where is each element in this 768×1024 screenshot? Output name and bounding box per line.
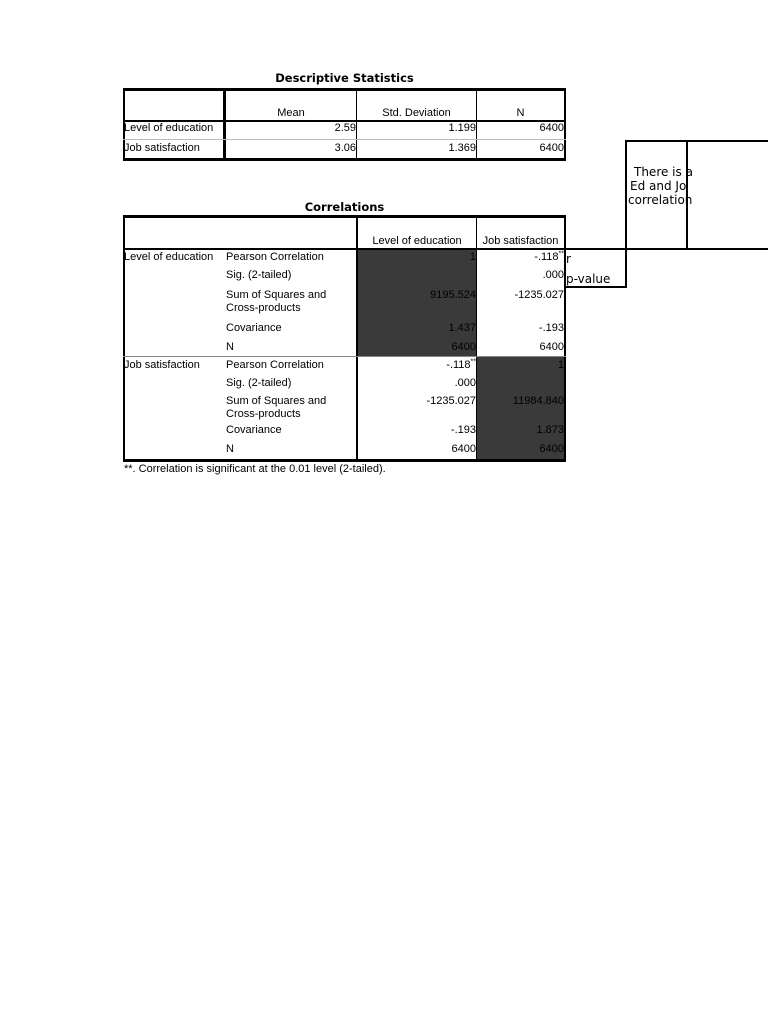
corr-value: 9195.524 <box>430 289 476 301</box>
corr-value: 11984.840 <box>512 395 564 407</box>
corr-value: -.193 <box>450 424 476 436</box>
corr-stat-label: Covariance <box>226 424 282 436</box>
desc-row-mean: 3.06 <box>334 142 356 154</box>
callout-text: There is a <box>634 165 693 179</box>
sig-marker: ** <box>558 250 564 258</box>
callout-text: Ed and Jo <box>630 179 687 193</box>
corr-group-label: Job satisfaction <box>124 359 200 371</box>
corr-value: .000 <box>542 269 564 281</box>
corr-stat-label: Pearson Correlation <box>226 359 324 371</box>
corr-value: -.193 <box>538 322 564 334</box>
corr-value: 6400 <box>451 341 476 353</box>
desc-row-sd: 1.199 <box>448 122 476 134</box>
desc-row-sd: 1.369 <box>448 142 476 154</box>
corr-stat-label: Sum of Squares and <box>226 289 327 301</box>
desc-row-label: Level of education <box>124 122 214 134</box>
corr-value: -1235.027 <box>514 289 564 301</box>
corr-stat-label: Sig. (2-tailed) <box>226 269 292 281</box>
corr-group-label: Level of education <box>124 251 214 263</box>
corr-stat-label: Cross-products <box>226 302 301 314</box>
correlations-title: Correlations <box>304 200 385 214</box>
desc-row-n: 6400 <box>539 122 564 134</box>
corr-value: 1.873 <box>536 424 564 436</box>
sig-marker: ** <box>470 358 476 366</box>
desc-header-sd: Std. Deviation <box>382 107 451 119</box>
corr-value: 6400 <box>539 341 564 353</box>
corr-stat-label: Pearson Correlation <box>226 251 324 263</box>
r-annotation: r <box>566 252 571 266</box>
corr-value: -.118** <box>534 250 564 263</box>
corr-header-col2: Job satisfaction <box>482 235 559 247</box>
desc-row-label: Job satisfaction <box>124 142 200 154</box>
corr-value: -.118** <box>446 358 476 371</box>
corr-stat-label: N <box>226 443 234 455</box>
corr-value: -1235.027 <box>426 395 476 407</box>
footnote: **. Correlation is significant at the 0.01 level (2-tailed). <box>124 463 386 475</box>
corr-stat-label: Covariance <box>226 322 282 334</box>
corr-header-col1: Level of education <box>372 235 462 247</box>
corr-stat-label: Cross-products <box>226 408 301 420</box>
corr-value: 1 <box>469 251 476 263</box>
desc-row-n: 6400 <box>539 142 564 154</box>
corr-value: 6400 <box>539 443 564 455</box>
desc-header-mean: Mean <box>277 107 305 119</box>
descriptive-title: Descriptive Statistics <box>275 71 414 85</box>
desc-header-n: N <box>516 107 525 119</box>
corr-value: 1.437 <box>448 322 476 334</box>
corr-stat-label: N <box>226 341 234 353</box>
corr-value: .000 <box>454 377 476 389</box>
corr-stat-label: Sig. (2-tailed) <box>226 377 292 389</box>
corr-value: 6400 <box>451 443 476 455</box>
p-value-annotation: p-value <box>566 272 611 286</box>
callout-text: correlation <box>628 193 693 207</box>
desc-row-mean: 2.59 <box>334 122 356 134</box>
corr-stat-label: Sum of Squares and <box>226 395 327 407</box>
corr-value: 1 <box>557 359 564 371</box>
